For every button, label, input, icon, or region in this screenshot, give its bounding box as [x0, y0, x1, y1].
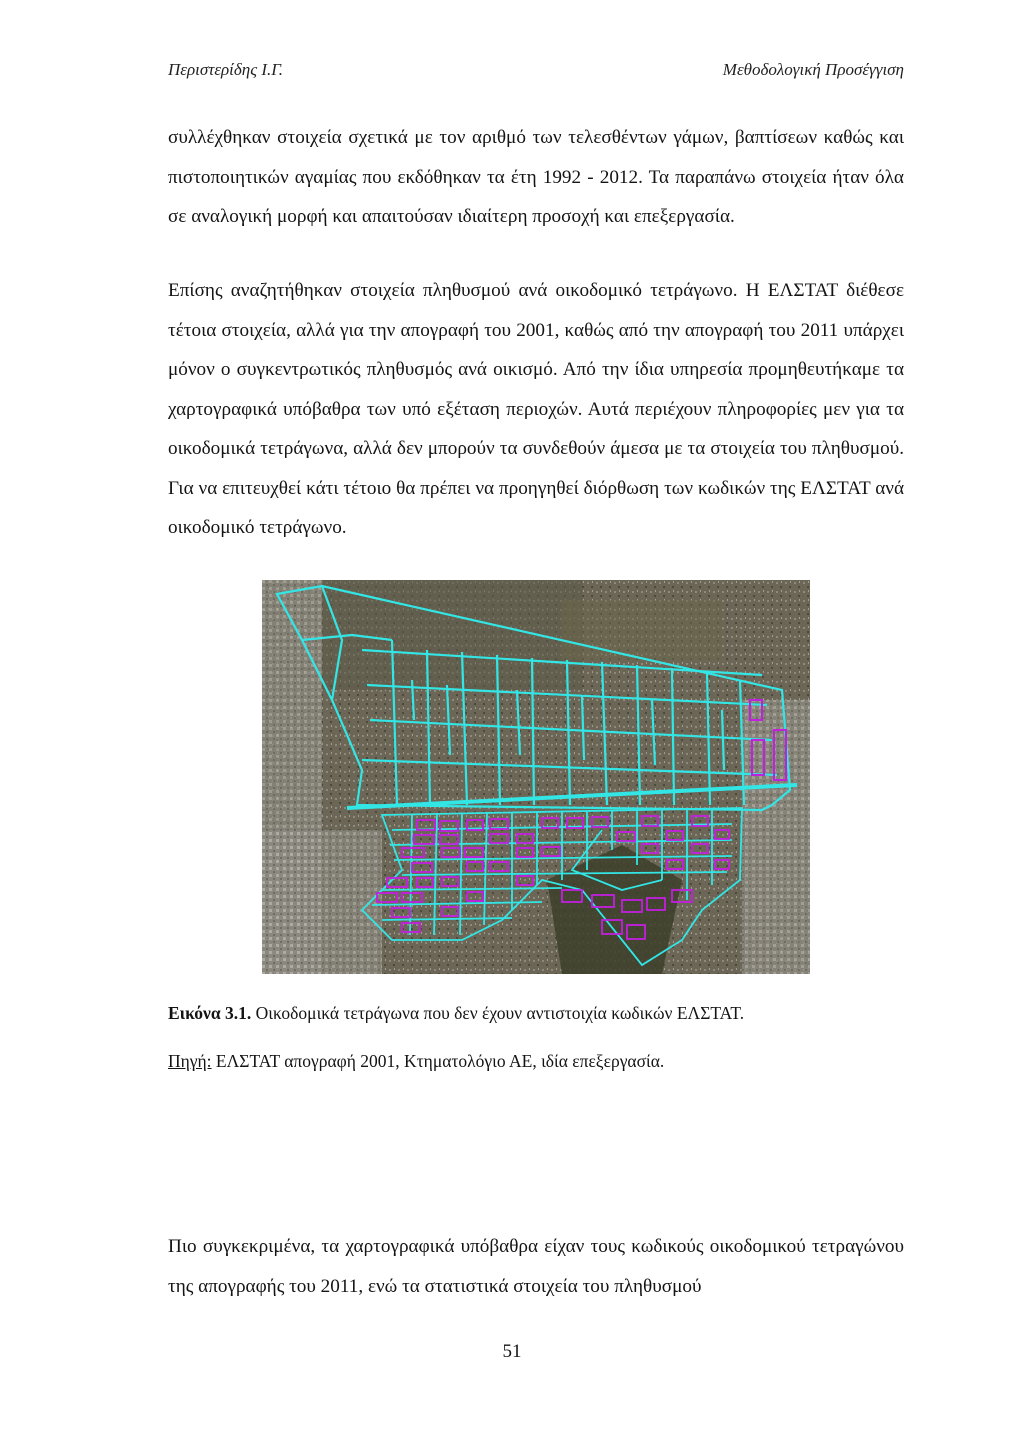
- figure-source-text: ΕΛΣΤΑΤ απογραφή 2001, Κτηματολόγιο ΑΕ, ιδία επεξεργασία.: [211, 1051, 665, 1071]
- running-header: [168, 60, 904, 86]
- figure-caption-text: Οικοδομικά τετράγωνα που δεν έχουν αντιστοιχία κωδικών ΕΛΣΤΑΤ.: [251, 1003, 745, 1023]
- paragraph-2: Επίσης αναζητήθηκαν στοιχεία πληθυσμού ανά οικοδομικό τετράγωνο. Η ΕΛΣΤΑΤ διέθεσε τέτοια στοιχεία, αλλά για την απογραφή του 2001, καθώς από την απογραφή του 2011 υπάρχει μόνον ο συγκεντρωτικός πληθυσμός ανά οικισμό. Από την ίδια υπηρεσία προμηθευτήκαμε τα χαρτογραφικά υπόβαθρα των υπό εξέταση περιοχών. Αυτά περιέχουν πληροφορίες μεν για τα οικοδομικά τετράγωνα, αλλά δεν μπορούν τα συνδεθούν άμεσα με τα στοιχεία του πληθυσμού. Για να επιτευχθεί κάτι τέτοιο θα πρέπει να προηγηθεί διόρθωση των κωδικών της ΕΛΣΤΑΤ ανά οικοδομικό τετράγωνο.: [168, 280, 904, 538]
- figure-caption: [168, 1003, 904, 1024]
- header-section: Μεθοδολογική Προσέγγιση: [722, 60, 904, 79]
- figure-source: [168, 1051, 904, 1072]
- paragraph-1: συλλέχθηκαν στοιχεία σχετικά με τον αριθμό των τελεσθέντων γάμων, βαπτίσεων καθώς και πιστοποιητικών αγαμίας που εκδόθηκαν τα έτη 1992 - 2012. Τα παραπάνω στοιχεία ήταν όλα σε αναλογική μορφή και απαιτούσαν ιδιαίτερη προσοχή και επεξεργασία.: [168, 127, 904, 227]
- figure-label: Εικόνα 3.1.: [168, 1003, 252, 1023]
- figure-source-label: Πηγή:: [168, 1051, 212, 1071]
- paragraph-3: Πιο συγκεκριμένα, τα χαρτογραφικά υπόβαθρα είχαν τους κωδικούς οικοδομικού τετραγώνου της απογραφής του 2011, ενώ τα στατιστικά στοιχεία του πληθυσμού: [168, 1236, 904, 1297]
- page-number: 51: [502, 1341, 522, 1362]
- header-author: Περιστερίδης Ι.Γ.: [168, 60, 284, 79]
- figure-map: [262, 580, 810, 974]
- satellite-map: [262, 580, 810, 974]
